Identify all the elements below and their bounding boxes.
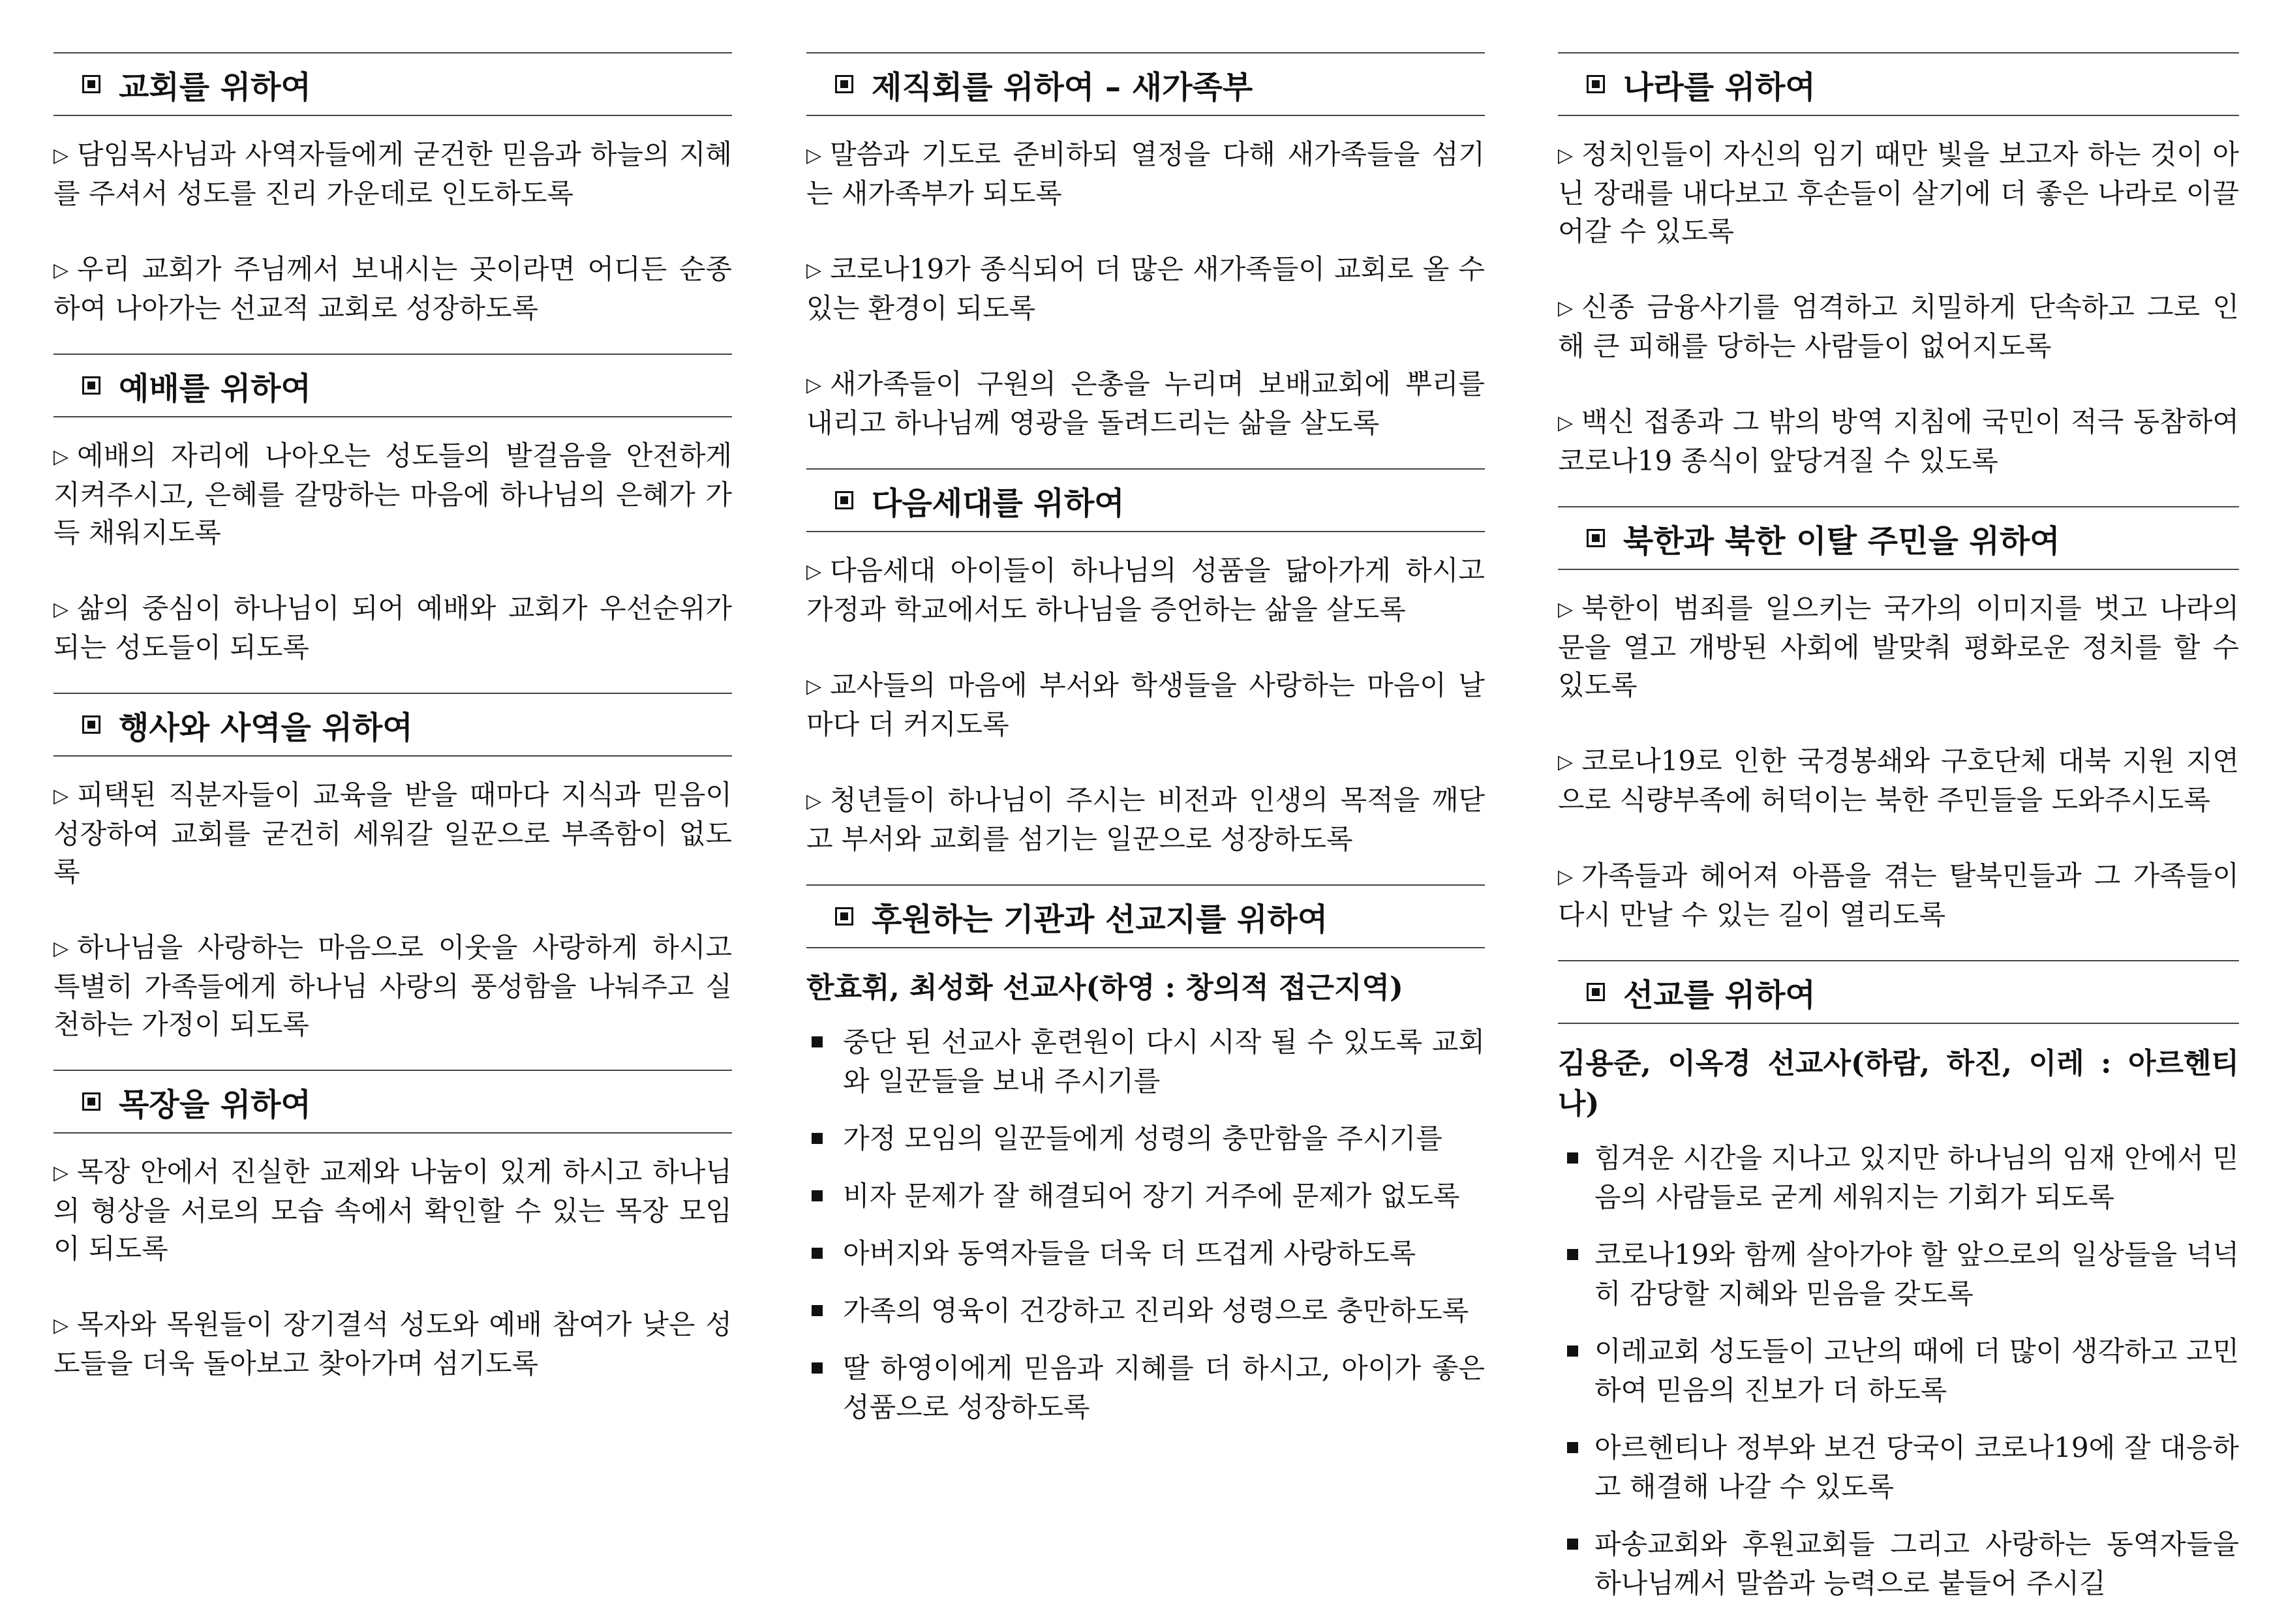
triangle-right-icon: ▷: [1558, 598, 1574, 621]
column-1: [53, 52, 732, 1409]
triangle-right-icon: ▷: [53, 1162, 69, 1184]
triangle-right-icon: ▷: [806, 560, 822, 583]
prayer-item: ▷ 우리 교회가 주님께서 보내시는 곳이라면 어디든 순종하여 나아가는 선교적 교회로 성장하도록: [53, 253, 732, 324]
square-bullet-icon: [1567, 1539, 1578, 1550]
section-title: 선교를 위하여: [1623, 976, 1816, 1014]
triangle-right-icon: ▷: [53, 1314, 69, 1337]
prayer-item: ▷ 북한이 범죄를 일으키는 국가의 이미지를 벗고 나라의 문을 열고 개방된 사회에 발맞춰 평화로운 정치를 할 수 있도록: [1558, 592, 2239, 701]
section-heading: [1558, 960, 2239, 1024]
prayer-item: ▷ 새가족들이 구원의 은총을 누리며 보배교회에 뿌리를 내리고 하나님께 영광을 돌려드리는 삶을 살도록: [806, 368, 1485, 439]
triangle-right-icon: ▷: [53, 937, 69, 960]
square-bullet-icon: [1587, 75, 1605, 93]
triangle-right-icon: ▷: [1558, 144, 1574, 167]
section-church: [53, 52, 732, 327]
square-bullet-icon: [82, 1092, 100, 1111]
prayer-item: ▷ 정치인들이 자신의 임기 때만 빛을 보고자 하는 것이 아닌 장래를 내다보고 후손들이 살기에 더 좋은 나라로 이끌어갈 수 있도록: [1558, 138, 2239, 247]
section-worship: [53, 353, 732, 667]
prayer-item: ▷ 삶의 중심이 하나님이 되어 예배와 교회가 우선순위가 되는 성도들이 되도록: [53, 592, 732, 663]
mission-bullet-item: 가정 모임의 일꾼들에게 성령의 충만함을 주시기를: [806, 1119, 1485, 1158]
section-heading: [53, 52, 732, 116]
section-heading: [806, 884, 1485, 948]
triangle-right-icon: ▷: [806, 259, 822, 282]
triangle-right-icon: ▷: [53, 259, 69, 282]
mission-bullet-item: 이레교회 성도들이 고난의 때에 더 많이 생각하고 고민하여 믿음의 진보가 더 하도록: [1558, 1332, 2239, 1410]
triangle-right-icon: ▷: [806, 374, 822, 397]
section-heading: [53, 693, 732, 757]
triangle-right-icon: ▷: [53, 598, 69, 621]
square-bullet-icon: [812, 1190, 823, 1201]
section-supported-missions: [806, 884, 1485, 1427]
square-bullet-icon: [1587, 529, 1605, 547]
section-heading: [53, 1070, 732, 1134]
section-title: 후원하는 기관과 선교지를 위하여: [872, 901, 1328, 938]
section-heading: [806, 52, 1485, 116]
section-title: 목장을 위하여: [119, 1086, 311, 1123]
prayer-item: ▷ 예배의 자리에 나아오는 성도들의 발걸음을 안전하게 지켜주시고, 은혜를 갈망하는 마음에 하나님의 은혜가 가득 채워지도록: [53, 440, 732, 549]
section-nation: [1558, 52, 2239, 480]
square-bullet-icon: [812, 1133, 823, 1144]
square-bullet-icon: [835, 491, 853, 509]
triangle-right-icon: ▷: [1558, 751, 1574, 774]
section-heading: [53, 353, 732, 417]
prayer-item: ▷ 백신 접종과 그 밖의 방역 지침에 국민이 적극 동참하여 코로나19 종식이 앞당겨질 수 있도록: [1558, 406, 2239, 477]
section-new-family: [806, 52, 1485, 442]
section-title: 예배를 위하여: [119, 370, 311, 407]
square-bullet-icon: [82, 376, 100, 395]
triangle-right-icon: ▷: [1558, 865, 1574, 888]
square-bullet-icon: [1587, 983, 1605, 1001]
section-cell-group: [53, 1070, 732, 1383]
triangle-right-icon: ▷: [806, 790, 822, 813]
prayer-item: ▷ 교사들의 마음에 부서와 학생들을 사랑하는 마음이 날마다 더 커지도록: [806, 669, 1485, 740]
section-north-korea: [1558, 506, 2239, 934]
section-title: 행사와 사역을 위하여: [119, 709, 413, 746]
section-title: 나라를 위하여: [1623, 68, 1816, 106]
square-bullet-icon: [812, 1248, 823, 1259]
triangle-right-icon: ▷: [53, 785, 69, 807]
prayer-item: ▷ 코로나19로 인한 국경봉쇄와 구호단체 대북 지원 지연으로 식량부족에 허덕이는 북한 주민들을 도와주시도록: [1558, 745, 2239, 816]
column-2: [806, 52, 1485, 1448]
mission-bullet-item: 가족의 영육이 건강하고 진리와 성령으로 충만하도록: [806, 1291, 1485, 1331]
triangle-right-icon: ▷: [1558, 412, 1574, 434]
section-title: 제직회를 위하여 – 새가족부: [872, 68, 1253, 106]
section-missions: [1558, 960, 2239, 1603]
square-bullet-icon: [1567, 1249, 1578, 1260]
prayer-item: ▷ 하나님을 사랑하는 마음으로 이웃을 사랑하게 하시고 특별히 가족들에게 하나님 사랑의 풍성함을 나눠주고 실천하는 가정이 되도록: [53, 931, 732, 1040]
section-events: [53, 693, 732, 1044]
prayer-item: ▷ 피택된 직분자들이 교육을 받을 때마다 지식과 믿음이 성장하여 교회를 굳건히 세워갈 일꾼으로 부족함이 없도록: [53, 779, 732, 888]
prayer-item: ▷ 가족들과 헤어져 아픔을 겪는 탈북민들과 그 가족들이 다시 만날 수 있는 길이 열리도록: [1558, 860, 2239, 931]
triangle-right-icon: ▷: [53, 445, 69, 468]
missionary-name: 김용준, 이옥경 선교사(하람, 하진, 이레 : 아르헨티나): [1558, 1047, 2239, 1120]
square-bullet-icon: [835, 75, 853, 93]
mission-bullet-item: 아버지와 동역자들을 더욱 더 뜨겁게 사랑하도록: [806, 1234, 1485, 1273]
prayer-item: ▷ 말씀과 기도로 준비하되 열정을 다해 새가족들을 섬기는 새가족부가 되도록: [806, 138, 1485, 209]
missionary-name: 한효휘, 최성화 선교사(하영 : 창의적 접근지역): [806, 971, 1403, 1004]
prayer-item: ▷ 신종 금융사기를 엄격하고 치밀하게 단속하고 그로 인해 큰 피해를 당하는 사람들이 없어지도록: [1558, 291, 2239, 362]
mission-bullet-item: 중단 된 선교사 훈련원이 다시 시작 될 수 있도록 교회와 일꾼들을 보내 주시기를: [806, 1023, 1485, 1101]
section-title: 교회를 위하여: [119, 68, 311, 106]
mission-bullet-item: 아르헨티나 정부와 보건 당국이 코로나19에 잘 대응하고 해결해 나갈 수 있도록: [1558, 1428, 2239, 1507]
square-bullet-icon: [82, 715, 100, 734]
section-next-generation: [806, 468, 1485, 858]
section-heading: [806, 468, 1485, 532]
mission-bullet-item: 힘겨운 시간을 지나고 있지만 하나님의 임재 안에서 믿음의 사람들로 굳게 세워지는 기회가 되도록: [1558, 1139, 2239, 1217]
triangle-right-icon: ▷: [1558, 297, 1574, 320]
square-bullet-icon: [1567, 1442, 1578, 1453]
mission-bullet-item: 코로나19와 함께 살아가야 할 앞으로의 일상들을 넉넉히 감당할 지혜와 믿음을 갖도록: [1558, 1235, 2239, 1314]
square-bullet-icon: [812, 1036, 823, 1047]
mission-bullet-item: 비자 문제가 잘 해결되어 장기 거주에 문제가 없도록: [806, 1177, 1485, 1216]
square-bullet-icon: [835, 907, 853, 925]
triangle-right-icon: ▷: [53, 144, 69, 167]
triangle-right-icon: ▷: [806, 144, 822, 167]
section-title: 다음세대를 위하여: [872, 485, 1125, 522]
square-bullet-icon: [82, 75, 100, 93]
mission-bullet-item: 파송교회와 후원교회들 그리고 사랑하는 동역자들을 하나님께서 말씀과 능력으로 붙들어 주시길: [1558, 1525, 2239, 1603]
prayer-item: ▷ 코로나19가 종식되어 더 많은 새가족들이 교회로 올 수 있는 환경이 되도록: [806, 253, 1485, 324]
square-bullet-icon: [812, 1305, 823, 1316]
prayer-item: ▷ 청년들이 하나님이 주시는 비전과 인생의 목적을 깨닫고 부서와 교회를 섬기는 일꾼으로 성장하도록: [806, 784, 1485, 855]
prayer-item: ▷ 목장 안에서 진실한 교제와 나눔이 있게 하시고 하나님의 형상을 서로의 모습 속에서 확인할 수 있는 목장 모임이 되도록: [53, 1156, 732, 1265]
section-heading: [1558, 506, 2239, 570]
square-bullet-icon: [1567, 1152, 1578, 1164]
prayer-item: ▷ 담임목사님과 사역자들에게 굳건한 믿음과 하늘의 지혜를 주셔서 성도를 진리 가운데로 인도하도록: [53, 138, 732, 209]
prayer-item: ▷ 목자와 목원들이 장기결석 성도와 예배 참여가 낮은 성도들을 더욱 돌아보고 찾아가며 섬기도록: [53, 1308, 732, 1379]
square-bullet-icon: [1567, 1346, 1578, 1357]
section-heading: [1558, 52, 2239, 116]
section-title: 북한과 북한 이탈 주민을 위하여: [1623, 522, 2060, 560]
square-bullet-icon: [812, 1362, 823, 1374]
prayer-item: ▷ 다음세대 아이들이 하나님의 성품을 닮아가게 하시고 가정과 학교에서도 하나님을 증언하는 삶을 살도록: [806, 554, 1485, 625]
triangle-right-icon: ▷: [806, 675, 822, 698]
mission-bullet-item: 딸 하영이에게 믿음과 지혜를 더 하시고, 아이가 좋은 성품으로 성장하도록: [806, 1349, 1485, 1427]
column-3: [1558, 52, 2239, 1624]
